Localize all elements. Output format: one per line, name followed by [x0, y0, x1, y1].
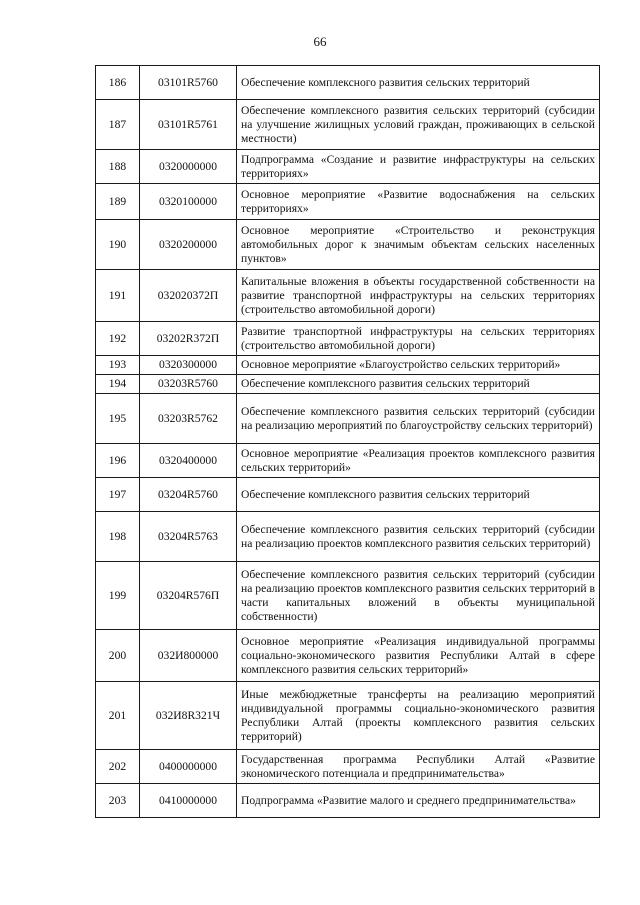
budget-code: 03204R576П: [140, 562, 237, 630]
table-row: [96, 220, 600, 270]
table-row: [96, 562, 600, 630]
item-description: Подпрограмма «Создание и развитие инфраструктуры на сельских территориях»: [237, 150, 600, 184]
item-description: Обеспечение комплексного развития сельских территорий (субсидии на реализацию проектов комплексного развития сельских территорий в части капитальных вложений в объекты муниципальной собственности): [237, 562, 600, 630]
row-number: 198: [96, 512, 140, 562]
item-description: Обеспечение комплексного развития сельских территорий (субсидии на улучшение жилищных условий граждан, проживающих в сельской местности): [237, 100, 600, 150]
row-number: 193: [96, 356, 140, 375]
table-row: [96, 478, 600, 512]
item-description: Обеспечение комплексного развития сельских территорий: [237, 478, 600, 512]
budget-code: 032И800000: [140, 630, 237, 682]
table-row: [96, 444, 600, 478]
item-description: Обеспечение комплексного развития сельских территорий (субсидии на реализацию проектов комплексного развития сельских территорий): [237, 512, 600, 562]
page-number: 66: [313, 34, 327, 49]
item-description: Основное мероприятие «Строительство и реконструкция автомобильных дорог к значимым объектам сельских населенных пунктов»: [237, 220, 600, 270]
budget-code: 03204R5763: [140, 512, 237, 562]
row-number: 199: [96, 562, 140, 630]
budget-code: 03204R5760: [140, 478, 237, 512]
table-row: [96, 784, 600, 818]
table-row: [96, 750, 600, 784]
table-body: [96, 66, 600, 818]
item-description: Государственная программа Республики Алтай «Развитие экономического потенциала и предпринимательства»: [237, 750, 600, 784]
budget-classification-table: [95, 65, 600, 818]
budget-code: 0320100000: [140, 184, 237, 220]
row-number: 195: [96, 394, 140, 444]
row-number: 192: [96, 322, 140, 356]
row-number: 191: [96, 270, 140, 322]
row-number: 201: [96, 682, 140, 750]
table-row: [96, 66, 600, 100]
item-description: Основное мероприятие «Развитие водоснабжения на сельских территориях»: [237, 184, 600, 220]
table-row: [96, 394, 600, 444]
budget-code: 03202R372П: [140, 322, 237, 356]
table-row: [96, 270, 600, 322]
row-number: 202: [96, 750, 140, 784]
table-row: [96, 322, 600, 356]
budget-code: 0410000000: [140, 784, 237, 818]
budget-code: 0320300000: [140, 356, 237, 375]
item-description: Подпрограмма «Развитие малого и среднего предпринимательства»: [237, 784, 600, 818]
budget-code: 0320200000: [140, 220, 237, 270]
budget-code: 03203R5762: [140, 394, 237, 444]
row-number: 186: [96, 66, 140, 100]
item-description: Иные межбюджетные трансферты на реализацию мероприятий индивидуальной программы социально-экономического развития Республики Алтай (проекты комплексного развития сельских территорий): [237, 682, 600, 750]
item-description: Капитальные вложения в объекты государственной собственности на развитие транспортной инфраструктуры на сельских территориях (строительство автомобильной дороги): [237, 270, 600, 322]
budget-code: 032И8R321Ч: [140, 682, 237, 750]
table-row: [96, 150, 600, 184]
table-row: [96, 630, 600, 682]
table-row: [96, 100, 600, 150]
budget-code: 03101R5761: [140, 100, 237, 150]
table-row: [96, 512, 600, 562]
item-description: Основное мероприятие «Реализация индивидуальной программы социально-экономического развития Республики Алтай в сфере комплексного развития сельских территорий»: [237, 630, 600, 682]
row-number: 189: [96, 184, 140, 220]
table-row: [96, 356, 600, 375]
row-number: 187: [96, 100, 140, 150]
row-number: 203: [96, 784, 140, 818]
item-description: Основное мероприятие «Благоустройство сельских территорий»: [237, 356, 600, 375]
row-number: 190: [96, 220, 140, 270]
budget-code: 032020372П: [140, 270, 237, 322]
row-number: 197: [96, 478, 140, 512]
table-row: [96, 682, 600, 750]
item-description: Обеспечение комплексного развития сельских территорий: [237, 375, 600, 394]
budget-code: 03203R5760: [140, 375, 237, 394]
budget-code: 0320000000: [140, 150, 237, 184]
item-description: Основное мероприятие «Реализация проектов комплексного развития сельских территорий»: [237, 444, 600, 478]
budget-code: 0320400000: [140, 444, 237, 478]
row-number: 200: [96, 630, 140, 682]
item-description: Обеспечение комплексного развития сельских территорий: [237, 66, 600, 100]
item-description: Обеспечение комплексного развития сельских территорий (субсидии на реализацию мероприятий по благоустройству сельских территорий): [237, 394, 600, 444]
budget-code: 03101R5760: [140, 66, 237, 100]
row-number: 196: [96, 444, 140, 478]
row-number: 188: [96, 150, 140, 184]
table-row: [96, 375, 600, 394]
row-number: 194: [96, 375, 140, 394]
budget-code: 0400000000: [140, 750, 237, 784]
item-description: Развитие транспортной инфраструктуры на сельских территориях (строительство автомобильной дороги): [237, 322, 600, 356]
table-row: [96, 184, 600, 220]
